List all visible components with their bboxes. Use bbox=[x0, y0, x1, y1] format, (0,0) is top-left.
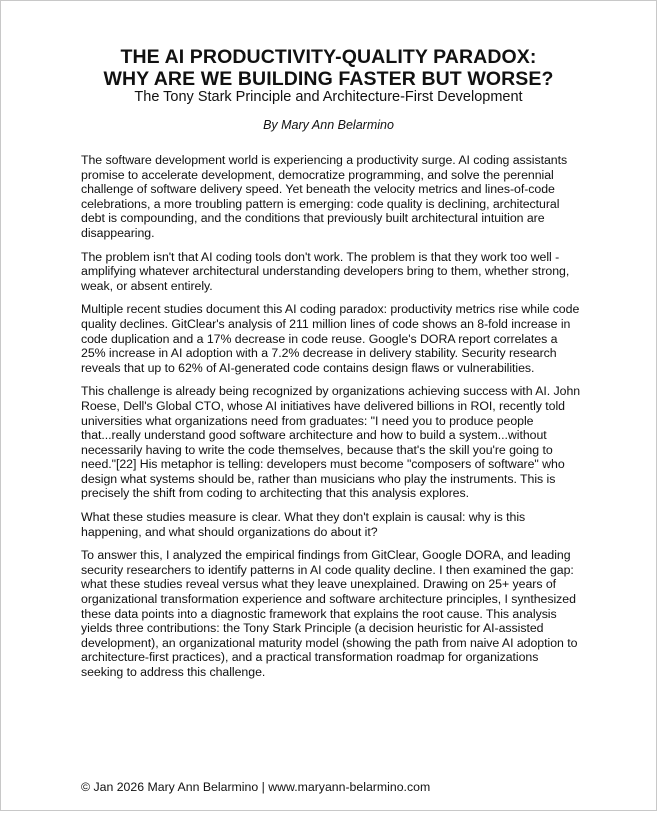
document-title bbox=[1, 46, 656, 90]
paragraph-3: Multiple recent studies document this AI coding paradox: productivity metrics rise while code quality declines. GitClear's analysis of 211 million lines of code shows an 8-fold increase in code duplication and a 17% decrease in code reuse. Google's DORA report correlates a 25% increase in AI adoption with a 7.2% decrease in delivery stability. Security research reveals that up to 62% of AI-generated code contains design flaws or vulnerabilities. bbox=[81, 302, 580, 375]
document-body bbox=[81, 153, 583, 689]
title-line-1: THE AI PRODUCTIVITY-QUALITY PARADOX: bbox=[120, 46, 537, 68]
paragraph-5: What these studies measure is clear. What they don't explain is causal: why is this happening, and what should organizations do about it? bbox=[81, 510, 526, 539]
page-footer: © Jan 2026 Mary Ann Belarmino | www.maryann-belarmino.com bbox=[81, 780, 431, 794]
title-line-2: WHY ARE WE BUILDING FASTER BUT WORSE? bbox=[103, 68, 554, 90]
document-subtitle: The Tony Stark Principle and Architecture-First Development bbox=[134, 89, 523, 105]
paragraph-2: The problem isn't that AI coding tools don't work. The problem is that they work too well - amplifying whatever architectural understanding developers bring to them, whether strong, weak, or absent entirely. bbox=[81, 249, 570, 293]
paragraph-6: To answer this, I analyzed the empirical findings from GitClear, Google DORA, and leading security researchers to identify patterns in AI code quality decline. I then examined the gap: what these studies reveal versus what they leave unexplained. Drawing on 25+ years of organizational transformation experience and software architecture principles, I synthesized these data points into a diagnostic framework that explains the root cause. This analysis yields three contributions: the Tony Stark Principle (a decision heuristic for AI-assisted development), an organizational maturity model (showing the path from naive AI adoption to architecture-first practices), and a practical transformation roadmap for organizations seeking to address this challenge. bbox=[81, 548, 578, 679]
paragraph-4: This challenge is already being recognized by organizations achieving success with AI. John Roese, Dell's Global CTO, whose AI initiatives have delivered billions in ROI, recently told universities what organizations need from graduates: "I need you to produce people that...really understand good software architecture and how to build a system...without necessarily having to write the code themselves, because that's the skill you're going to need."[22] His metaphor is telling: developers must become "composers of software" who design what systems should be, rather than musicians who play the instruments. This is precisely the shift from coding to architecting that this analysis explores. bbox=[81, 384, 581, 501]
author-byline: By Mary Ann Belarmino bbox=[263, 118, 394, 132]
paragraph-1: The software development world is experiencing a productivity surge. AI coding assistants promise to accelerate development, democratize programming, and solve the perennial challenge of software delivery speed. Yet beneath the velocity metrics and lines-of-code celebrations, a more troubling pattern is emerging: code quality is declining, architectural debt is compounding, and the conditions that previously built architectural intuition are disappearing. bbox=[81, 153, 568, 240]
